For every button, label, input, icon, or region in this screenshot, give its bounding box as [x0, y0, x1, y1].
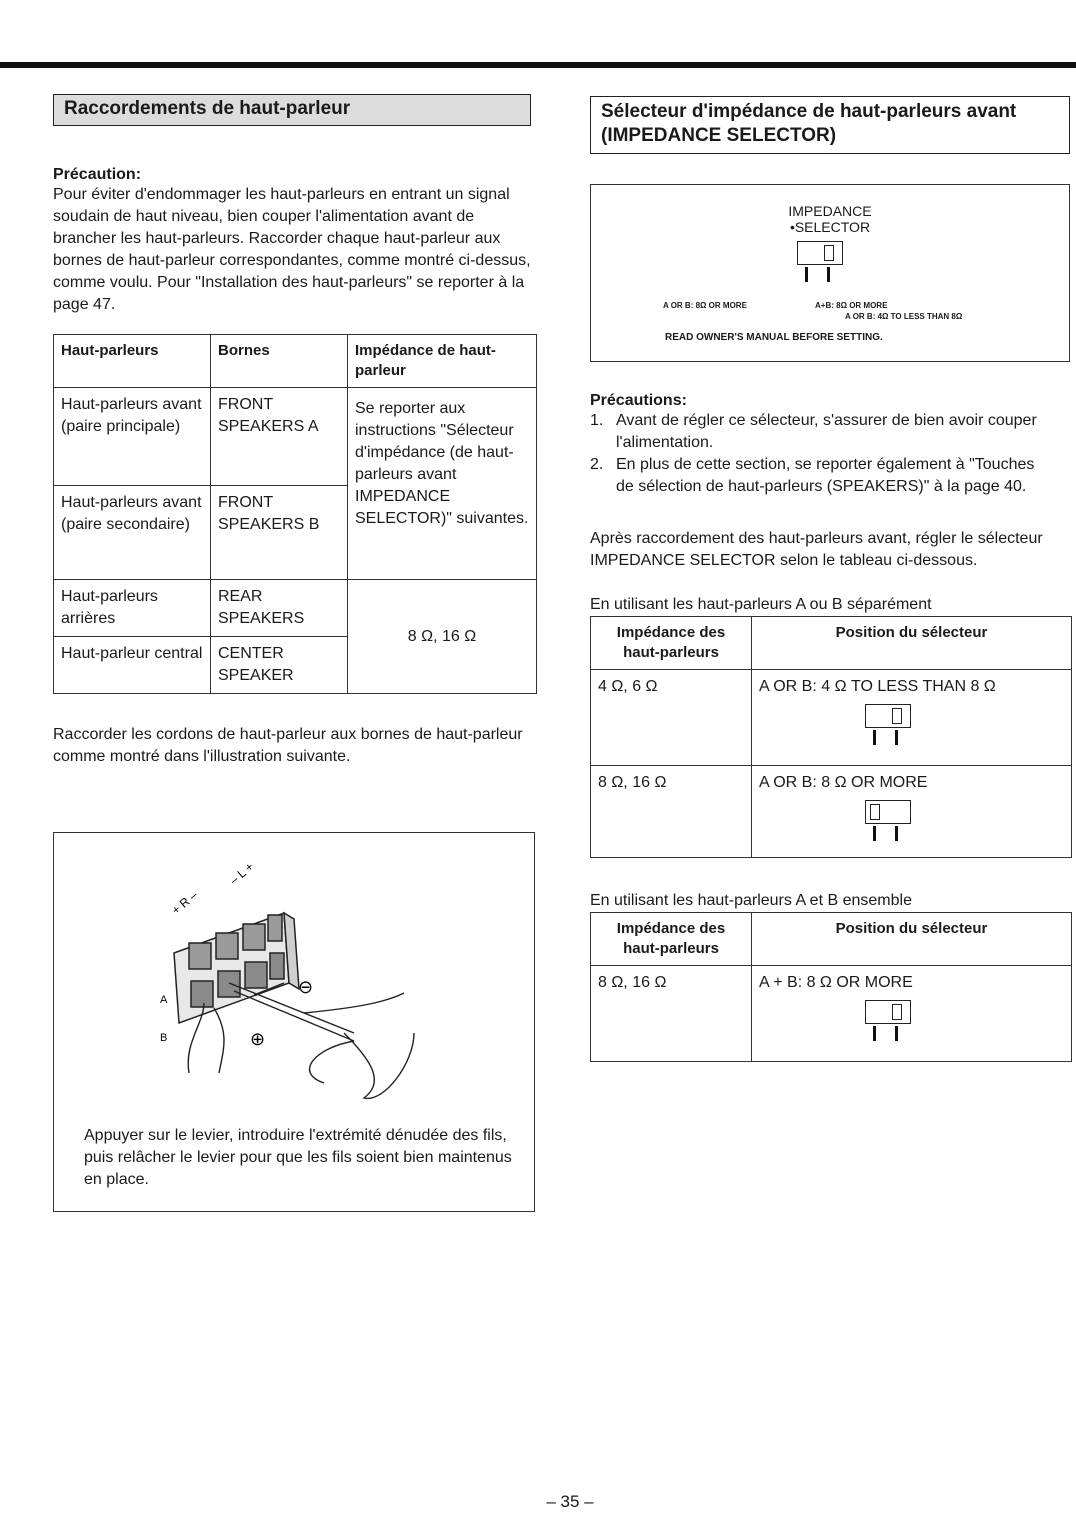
switch-diagram	[865, 704, 915, 746]
table-header-row	[591, 617, 1072, 670]
speaker-terminal-table	[53, 334, 537, 694]
list-text: Avant de régler ce sélecteur, s'assurer de bien avoir couper l'alimentation.	[616, 412, 1037, 451]
switch-ticks	[865, 824, 915, 842]
precautions-heading: Précautions:	[590, 392, 687, 409]
selector-switch	[865, 1000, 911, 1024]
impedance-table-together	[590, 912, 1072, 1062]
selector-switch[interactable]	[797, 241, 843, 265]
header-impedance: Impédance des haut-parleurs	[591, 617, 752, 670]
page-number: – 35 –	[546, 1492, 594, 1511]
switch-knob-left	[870, 804, 880, 820]
plus-symbol: ⊕	[250, 1029, 266, 1050]
switch-knob-right	[892, 708, 902, 724]
header-speakers: Haut-parleurs	[54, 335, 211, 388]
list-num: 2.	[590, 456, 604, 473]
terminal-cell: FRONT SPEAKERS B	[211, 486, 348, 580]
header-position: Position du sélecteur	[752, 913, 1072, 966]
switch-ticks	[865, 1024, 915, 1042]
after-connection-text: Après raccordement des haut-parleurs avant, régler le sélecteur IMPEDANCE SELECTOR selon le tableau ci-dessous.	[590, 530, 1043, 569]
table-row	[591, 766, 1072, 858]
terminal-illustration	[54, 833, 534, 1123]
precaution-heading: Précaution:	[53, 166, 142, 183]
header-position: Position du sélecteur	[752, 617, 1072, 670]
table-header-row	[54, 335, 537, 388]
impedance-cell: 8 Ω, 16 Ω	[591, 966, 752, 1062]
panel-note-right-1: A+B: 8Ω OR MORE	[815, 301, 888, 310]
label-minus-l: – L +	[226, 859, 257, 888]
illustration-caption: Appuyer sur le levier, introduire l'extrémité dénudée des fils, puis relâcher le levier pour que les fils soient bien maintenus en place.	[84, 1127, 512, 1188]
section-title-speaker-connections: Raccordements de haut-parleur	[53, 94, 531, 126]
header-impedance: Impédance des haut-parleurs	[591, 913, 752, 966]
terminal-block	[174, 913, 299, 1023]
terminal-cell: REAR SPEAKERS	[211, 580, 348, 637]
list-item	[590, 410, 1074, 454]
speaker-cell: Haut-parleurs avant (paire secondaire)	[54, 486, 211, 580]
switch-diagram	[865, 1000, 915, 1042]
minus-symbol: ⊖	[298, 977, 314, 998]
precautions-list	[590, 410, 1074, 498]
position-cell	[752, 766, 1072, 858]
terminal-illustration-box	[53, 832, 535, 1212]
selector-switch	[865, 704, 911, 728]
position-label: A OR B: 8 Ω OR MORE	[759, 774, 928, 791]
position-label: A OR B: 4 Ω TO LESS THAN 8 Ω	[759, 678, 996, 695]
list-num: 1.	[590, 412, 604, 429]
label-b: B	[160, 1032, 168, 1044]
header-terminals: Bornes	[211, 335, 348, 388]
left-column	[53, 94, 537, 1212]
panel-label-line1: IMPEDANCE	[788, 203, 872, 219]
terminal-cell: FRONT SPEAKERS A	[211, 388, 348, 486]
table2-caption: En utilisant les haut-parleurs A et B ensemble	[590, 892, 912, 909]
label-a: A	[160, 994, 168, 1006]
impedance-front-cell: Se reporter aux instructions "Sélecteur d'impédance (de haut-parleurs avant IMPEDANCE SELECTOR)" suivantes.	[348, 388, 537, 580]
table-row	[591, 966, 1072, 1062]
speaker-cell: Haut-parleur central	[54, 637, 211, 694]
panel-note-right-2: A OR B: 4Ω TO LESS THAN 8Ω	[845, 312, 963, 321]
position-cell	[752, 670, 1072, 766]
terminal-cell: CENTER SPEAKER	[211, 637, 348, 694]
header-impedance: Impédance de haut-parleur	[348, 335, 537, 388]
precaution-text: Pour éviter d'endommager les haut-parleurs en entrant un signal soudain de haut niveau, bien couper l'alimentation avant de brancher les haut-parleurs. Raccorder chaque haut-parleur aux bornes de haut-parleur correspondantes, comme montré ci-dessus, comme voulu. Pour "Installation des haut-parleurs" se reporter à la page 47.	[53, 186, 531, 313]
label-plus-r: + R –	[168, 887, 201, 918]
table-row	[591, 670, 1072, 766]
list-text: En plus de cette section, se reporter également à "Touches de sélection de haut-parleurs (SPEAKERS)" à la page 40.	[616, 456, 1035, 495]
panel-note-left: A OR B: 8Ω OR MORE	[663, 301, 747, 310]
speaker-cell: Haut-parleurs avant (paire principale)	[54, 388, 211, 486]
table1-caption: En utilisant les haut-parleurs A ou B séparément	[590, 596, 932, 613]
switch-knob-right	[824, 245, 834, 261]
table-row	[54, 580, 537, 637]
switch-diagram	[865, 800, 915, 842]
panel-read-manual: READ OWNER'S MANUAL BEFORE SETTING.	[665, 332, 883, 343]
impedance-selector-panel	[590, 184, 1070, 362]
selector-switch	[865, 800, 911, 824]
switch-knob-right	[892, 1004, 902, 1020]
switch-ticks	[797, 265, 843, 283]
switch-ticks	[865, 728, 915, 746]
impedance-rear-center-cell: 8 Ω, 16 Ω	[348, 580, 537, 694]
panel-label-line2: •SELECTOR	[789, 219, 871, 235]
right-column	[590, 96, 1074, 1062]
position-cell	[752, 966, 1072, 1062]
table-row	[54, 388, 537, 486]
impedance-cell: 8 Ω, 16 Ω	[591, 766, 752, 858]
impedance-table-separate	[590, 616, 1072, 858]
impedance-cell: 4 Ω, 6 Ω	[591, 670, 752, 766]
table-header-row	[591, 913, 1072, 966]
panel-switch[interactable]	[797, 241, 843, 283]
connect-instructions: Raccorder les cordons de haut-parleur aux bornes de haut-parleur comme montré dans l'illustration suivante.	[53, 726, 523, 765]
position-label: A + B: 8 Ω OR MORE	[759, 974, 913, 991]
top-rule	[0, 62, 1076, 68]
speaker-cell: Haut-parleurs arrières	[54, 580, 211, 637]
list-item	[590, 454, 1074, 498]
section-title-impedance-selector: Sélecteur d'impédance de haut-parleurs avant (IMPEDANCE SELECTOR)	[590, 96, 1070, 154]
